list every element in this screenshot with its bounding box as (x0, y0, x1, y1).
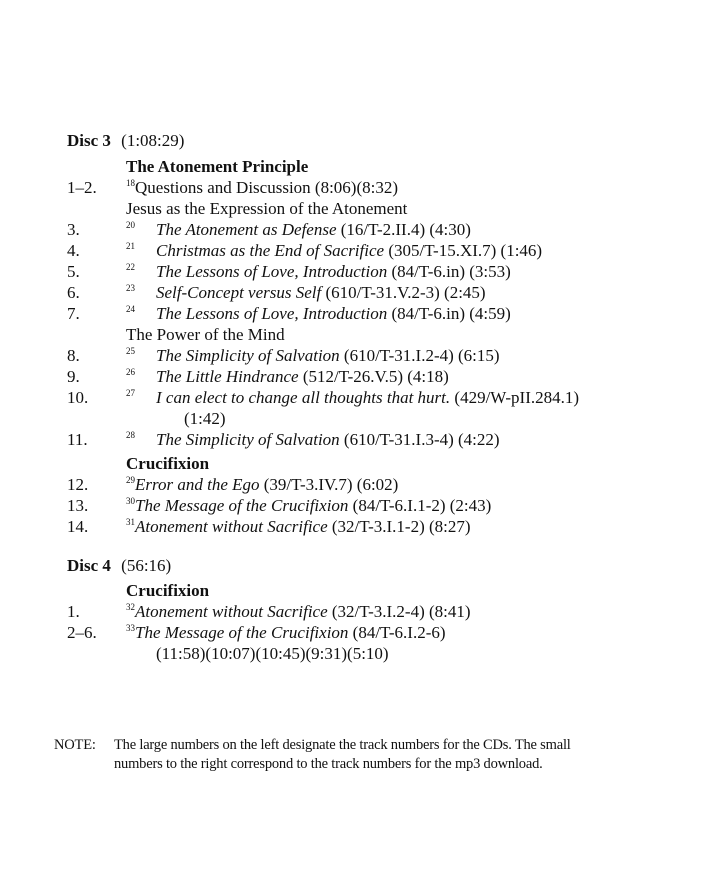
section-heading: Crucifixion (126, 581, 210, 600)
track-reference-duration: (610/T-31.V.2-3) (2:45) (321, 283, 486, 302)
track-title: The Simplicity of Salvation (156, 346, 340, 365)
continuation-row (0, 409, 720, 431)
track-title: The Message of the Crucifixion (135, 623, 349, 642)
track-row (0, 367, 720, 389)
track-row (0, 220, 720, 242)
track-reference-duration: (84/T-6.in) (4:59) (387, 304, 511, 323)
track-row (0, 623, 720, 645)
mp3-track-number: 32 (126, 602, 135, 612)
track-reference-duration: (610/T-31.I.3-4) (4:22) (339, 430, 500, 449)
track-title: The Little Hindrance (156, 367, 299, 386)
track-row (0, 262, 720, 284)
track-title: The Lessons of Love, Introduction (156, 304, 388, 323)
section-heading: The Atonement Principle (126, 157, 309, 176)
track-reference-duration: (84/T-6.I.1-2) (2:43) (348, 496, 492, 515)
track-reference-duration: (84/T-6.I.2-6) (348, 623, 446, 642)
note-line-2: numbers to the right correspond to the track numbers for the mp3 download. (114, 756, 543, 772)
track-duration-continued: (1:42) (184, 409, 226, 428)
track-row (0, 475, 720, 497)
track-content (126, 283, 486, 303)
section-heading-row (0, 454, 720, 476)
mp3-track-number: 33 (126, 623, 135, 633)
track-reference-duration: (610/T-31.I.2-4) (6:15) (339, 346, 500, 365)
track-content (126, 178, 398, 198)
track-number: 1–2. (67, 178, 97, 197)
track-title: The Lessons of Love, Introduction (156, 262, 388, 281)
track-number: 3. (67, 220, 80, 239)
mp3-track-number: 23 (126, 283, 135, 293)
track-content (126, 388, 579, 408)
track-reference-duration: (32/T-3.I.1-2) (8:27) (327, 517, 471, 536)
note-line-1: The large numbers on the left designate the track numbers for the CDs. The small (114, 737, 571, 753)
mp3-track-number: 22 (126, 262, 135, 272)
mp3-track-number: 30 (126, 496, 135, 506)
track-reference-duration: (32/T-3.I.2-4) (8:41) (327, 602, 471, 621)
track-number: 6. (67, 283, 80, 302)
track-row (0, 304, 720, 326)
disc-label: Disc 3 (67, 131, 111, 150)
disc-label: Disc 4 (67, 556, 111, 575)
track-content (126, 475, 398, 495)
track-duration-continued: (11:58)(10:07)(10:45)(9:31)(5:10) (156, 644, 389, 663)
track-number: 8. (67, 346, 80, 365)
disc-3-header (67, 131, 184, 151)
section-heading-row (0, 157, 720, 179)
track-title: Atonement without Sacrifice (135, 517, 328, 536)
track-number: 12. (67, 475, 89, 494)
continuation-row (0, 644, 720, 666)
track-row (0, 430, 720, 452)
track-content (126, 517, 471, 537)
mp3-track-number: 20 (126, 220, 135, 230)
track-row (0, 346, 720, 368)
track-number: 11. (67, 430, 88, 449)
disc-duration: (1:08:29) (121, 131, 185, 150)
track-title: Questions and Discussion (135, 178, 311, 197)
track-title: The Simplicity of Salvation (156, 430, 340, 449)
mp3-track-number: 26 (126, 367, 135, 377)
track-number: 13. (67, 496, 89, 515)
track-row (0, 178, 720, 200)
track-number: 9. (67, 367, 80, 386)
track-title: Christmas as the End of Sacrifice (156, 241, 385, 260)
mp3-track-number: 31 (126, 517, 135, 527)
track-row (0, 241, 720, 263)
track-row (0, 602, 720, 624)
track-content (126, 602, 471, 622)
track-reference-duration: (84/T-6.in) (3:53) (387, 262, 511, 281)
track-reference-duration: (512/T-26.V.5) (4:18) (298, 367, 449, 386)
track-number: 2–6. (67, 623, 97, 642)
track-row (0, 283, 720, 305)
track-number: 10. (67, 388, 89, 407)
disc-duration: (56:16) (121, 556, 172, 575)
track-number: 14. (67, 517, 89, 536)
mp3-track-number: 28 (126, 430, 135, 440)
subsection-heading: The Power of the Mind (126, 325, 285, 344)
track-title: The Atonement as Defense (156, 220, 337, 239)
track-content (126, 623, 446, 643)
disc-4-header (67, 556, 171, 576)
track-reference-duration: (39/T-3.IV.7) (6:02) (259, 475, 399, 494)
track-title: The Message of the Crucifixion (135, 496, 349, 515)
track-number: 1. (67, 602, 80, 621)
track-content (126, 304, 511, 324)
track-number: 5. (67, 262, 80, 281)
mp3-track-number: 24 (126, 304, 135, 314)
track-content (126, 262, 511, 282)
section-heading-row (0, 581, 720, 603)
track-reference-duration: (8:06)(8:32) (310, 178, 399, 197)
track-number: 4. (67, 241, 80, 260)
track-title: Error and the Ego (135, 475, 260, 494)
track-reference-duration: (429/W-pII.284.1) (450, 388, 580, 407)
track-number: 7. (67, 304, 80, 323)
track-content (126, 496, 491, 516)
mp3-track-number: 21 (126, 241, 135, 251)
mp3-track-number: 29 (126, 475, 135, 485)
subsection-heading: Jesus as the Expression of the Atonement (126, 199, 408, 218)
track-row (0, 388, 720, 410)
section-heading: Crucifixion (126, 454, 210, 473)
track-row (0, 496, 720, 518)
track-content (126, 367, 449, 387)
mp3-track-number: 25 (126, 346, 135, 356)
note-label: NOTE: (54, 737, 96, 753)
track-row (0, 517, 720, 539)
track-reference-duration: (305/T-15.XI.7) (1:46) (384, 241, 543, 260)
track-content (126, 220, 471, 240)
track-reference-duration: (16/T-2.II.4) (4:30) (336, 220, 471, 239)
section-heading-row (0, 325, 720, 347)
track-content (126, 241, 542, 261)
mp3-track-number: 18 (126, 178, 135, 188)
track-title: Atonement without Sacrifice (135, 602, 328, 621)
track-title: Self-Concept versus Self (156, 283, 322, 302)
track-content (126, 430, 500, 450)
section-heading-row (0, 199, 720, 221)
track-title: I can elect to change all thoughts that hurt. (156, 388, 451, 407)
track-content (126, 346, 500, 366)
mp3-track-number: 27 (126, 388, 135, 398)
